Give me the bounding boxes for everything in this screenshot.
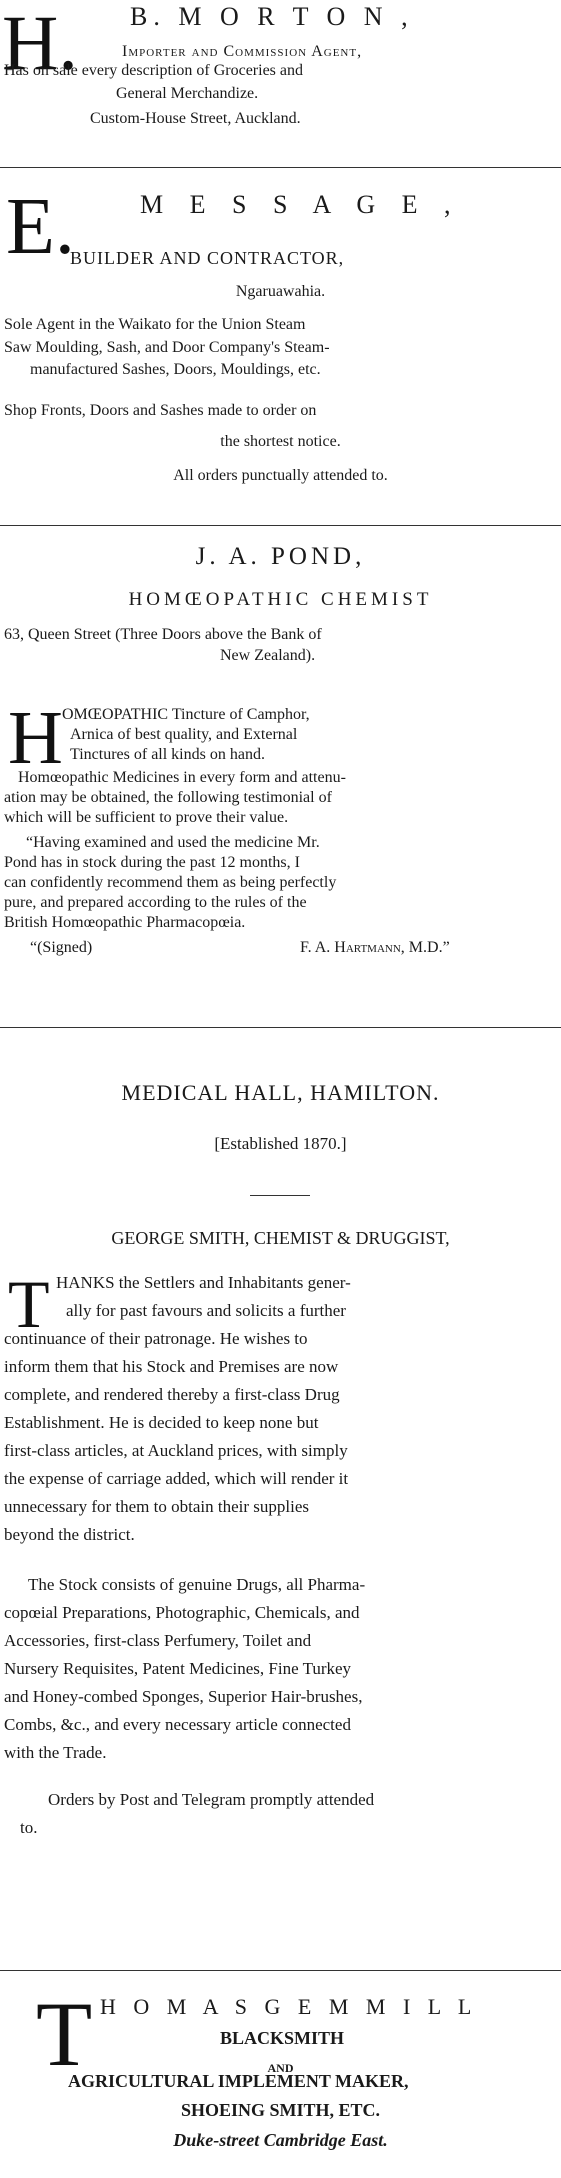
- ad-text-line: OMŒOPATHIC Tincture of Camphor,: [62, 706, 310, 723]
- ad-text-line: to.: [20, 1818, 38, 1837]
- ad-address: New Zealand).: [220, 647, 316, 664]
- ad-established: [Established 1870.]: [214, 1134, 347, 1153]
- ad-text-line: ally for past favours and solicits a further: [66, 1301, 346, 1320]
- ad-heading: MEDICAL HALL, HAMILTON.: [121, 1080, 440, 1105]
- ad-text-line: All orders punctually attended to.: [173, 467, 388, 484]
- divider: [0, 1970, 561, 1971]
- ad-text-line: Tinctures of all kinds on hand.: [70, 746, 265, 763]
- ad-address: Custom-House Street, Auckland.: [90, 110, 301, 127]
- ad-text-line: inform them that his Stock and Premises are now: [4, 1357, 339, 1376]
- ad-trade: BLACKSMITH: [220, 2028, 345, 2048]
- ad-text-line: Saw Moulding, Sash, and Door Company's Steam-: [4, 339, 330, 356]
- ad-text-line: Arnica of best quality, and External: [70, 726, 298, 743]
- ad-address: 63, Queen Street (Three Doors above the Bank of: [4, 626, 322, 643]
- ad-address: Duke-street Cambridge East.: [173, 2130, 388, 2150]
- ad-heading: B. M O R T O N ,: [130, 2, 414, 31]
- dropcap: T: [8, 1266, 50, 1342]
- ad-text-line: beyond the district.: [4, 1525, 135, 1544]
- divider: [0, 1027, 561, 1028]
- ad-text-line: HANKS the Settlers and Inhabitants gener-: [56, 1273, 351, 1292]
- ad-text-line: ation may be obtained, the following testimonial of: [4, 789, 332, 806]
- short-divider: [250, 1195, 310, 1196]
- ad-text-line: “Having examined and used the medicine Mr.: [26, 834, 320, 851]
- ad-text-line: unnecessary for them to obtain their supplies: [4, 1497, 309, 1516]
- ad-text-line: with the Trade.: [4, 1743, 107, 1762]
- ad-heading: H O M A S G E M M I L L: [100, 1994, 478, 2019]
- ad-text-line: can confidently recommend them as being perfectly: [4, 874, 337, 891]
- ad-text-line: copœial Preparations, Photographic, Chemicals, and: [4, 1603, 360, 1622]
- dropcap: T: [36, 1983, 93, 2085]
- ad-subheading: Importer and Commission Agent,: [122, 43, 363, 60]
- ad-place: Ngaruawahia.: [235, 283, 326, 300]
- ad-text-line: Combs, &c., and every necessary article connected: [4, 1715, 351, 1734]
- ad-heading: J. A. POND,: [195, 543, 366, 570]
- ad-text-line: The Stock consists of genuine Drugs, all Pharma-: [28, 1575, 366, 1594]
- ad-text-line: Sole Agent in the Waikato for the Union Steam: [4, 316, 306, 333]
- ad-text-line: complete, and rendered thereby a first-class Drug: [4, 1385, 340, 1404]
- ad-signature: F. A. Hartmann, M.D.”: [300, 939, 450, 956]
- ad-text-line: pure, and prepared according to the rules of the: [4, 894, 307, 911]
- ad-text-line: Orders by Post and Telegram promptly attended: [48, 1790, 375, 1809]
- divider: [0, 167, 561, 168]
- ad-subheading: BUILDER AND CONTRACTOR,: [70, 248, 345, 268]
- ad-text-line: Establishment. He is decided to keep none but: [4, 1413, 319, 1432]
- ad-text-line: first-class articles, at Auckland prices, with simply: [4, 1441, 348, 1460]
- ad-text-line: British Homœopathic Pharmacopœia.: [4, 914, 246, 931]
- ad-proprietor: GEORGE SMITH, CHEMIST & DRUGGIST,: [111, 1228, 450, 1248]
- ad-text-line: Homœopathic Medicines in every form and attenu-: [18, 769, 346, 786]
- ad-text-line: Accessories, first-class Perfumery, Toilet and: [4, 1631, 312, 1650]
- ad-text-line: General Merchandize.: [116, 85, 259, 102]
- ad-trade: SHOEING SMITH, ETC.: [180, 2100, 381, 2120]
- ad-text-line: Has on sale every description of Groceries and: [4, 62, 303, 79]
- ad-text-line: which will be sufficient to prove their value.: [4, 809, 289, 826]
- ad-text-line: Nursery Requisites, Patent Medicines, Fine Turkey: [4, 1659, 352, 1678]
- ad-text-line: continuance of their patronage. He wishes to: [4, 1329, 308, 1348]
- ad-text-line: Pond has in stock during the past 12 months, I: [4, 854, 300, 871]
- ad-text-line: Shop Fronts, Doors and Sashes made to order on: [4, 402, 317, 419]
- ad-trade-joiner: AND: [267, 2061, 294, 2075]
- ad-text-line: manufactured Sashes, Doors, Mouldings, etc.: [30, 361, 321, 378]
- ad-subheading: HOMŒOPATHIC CHEMIST: [128, 589, 433, 610]
- ad-heading: M E S S A G E ,: [140, 190, 461, 219]
- ad-text-line: and Honey-combed Sponges, Superior Hair-brushes,: [4, 1687, 363, 1706]
- dropcap: H: [8, 696, 63, 780]
- ad-text-line: the shortest notice.: [220, 433, 341, 450]
- dropcap: H.: [2, 0, 78, 86]
- divider: [0, 525, 561, 526]
- ad-signed: “(Signed): [30, 939, 93, 956]
- ad-text-line: the expense of carriage added, which will render it: [4, 1469, 349, 1488]
- dropcap: E.: [6, 183, 75, 271]
- ad-trade: AGRICULTURAL IMPLEMENT MAKER,: [68, 2071, 409, 2091]
